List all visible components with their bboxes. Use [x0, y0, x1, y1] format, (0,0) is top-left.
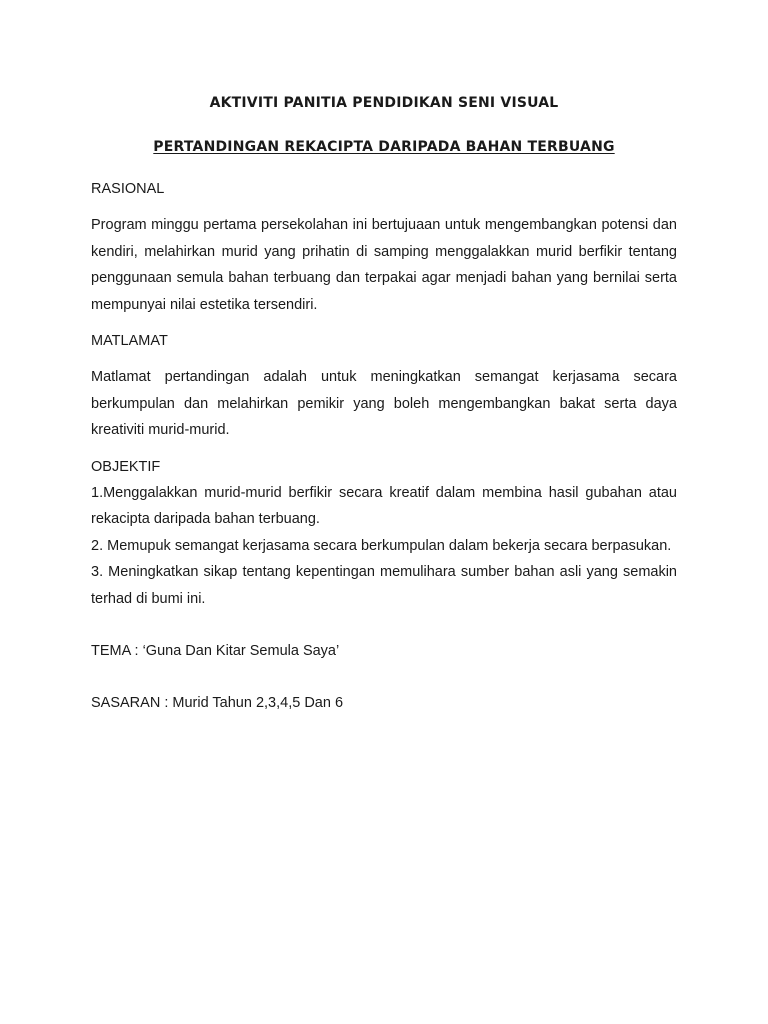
rasional-heading: RASIONAL [91, 181, 165, 197]
tema-line: TEMA : ‘Guna Dan Kitar Semula Saya’ [91, 643, 340, 659]
objektif-item-2: 2. Memupuk semangat kerjasama secara berkumpulan dalam bekerja secara berpasukan. [91, 537, 672, 554]
objektif-item-3: 3. Meningkatkan sikap tentang kepentingan memulihara sumber bahan asli yang semakin terhad di bumi ini. [91, 564, 677, 607]
sasaran-line: SASARAN : Murid Tahun 2,3,4,5 Dan 6 [91, 695, 344, 711]
objektif-list [91, 480, 677, 613]
objektif-heading: OBJEKTIF [91, 458, 161, 475]
document-subtitle: PERTANDINGAN REKACIPTA DARIPADA BAHAN TERBUANG [153, 139, 615, 155]
document-title: AKTIVITI PANITIA PENDIDIKAN SENI VISUAL [209, 95, 559, 111]
matlamat-text: Matlamat pertandingan adalah untuk meningkatkan semangat kerjasama secara berkumpulan dan melahirkan pemikir yang boleh mengembangkan bakat serta daya kreativiti murid-murid. [91, 369, 677, 438]
document-content [91, 92, 677, 729]
objektif-item-1: 1.Menggalakkan murid-murid berfikir secara kreatif dalam membina hasil gubahan atau rekacipta daripada bahan terbuang. [91, 484, 677, 527]
rasional-text: Program minggu pertama persekolahan ini bertujuaan untuk mengembangkan potensi dan kendiri, melahirkan murid yang prihatin di samping menggalakkan murid berfikir tentang penggunaan semula bahan terbuang dan terpakai agar menjadi bahan yang bernilai serta mempunyai nilai estetika tersendiri. [91, 217, 677, 313]
matlamat-heading: MATLAMAT [91, 333, 168, 349]
